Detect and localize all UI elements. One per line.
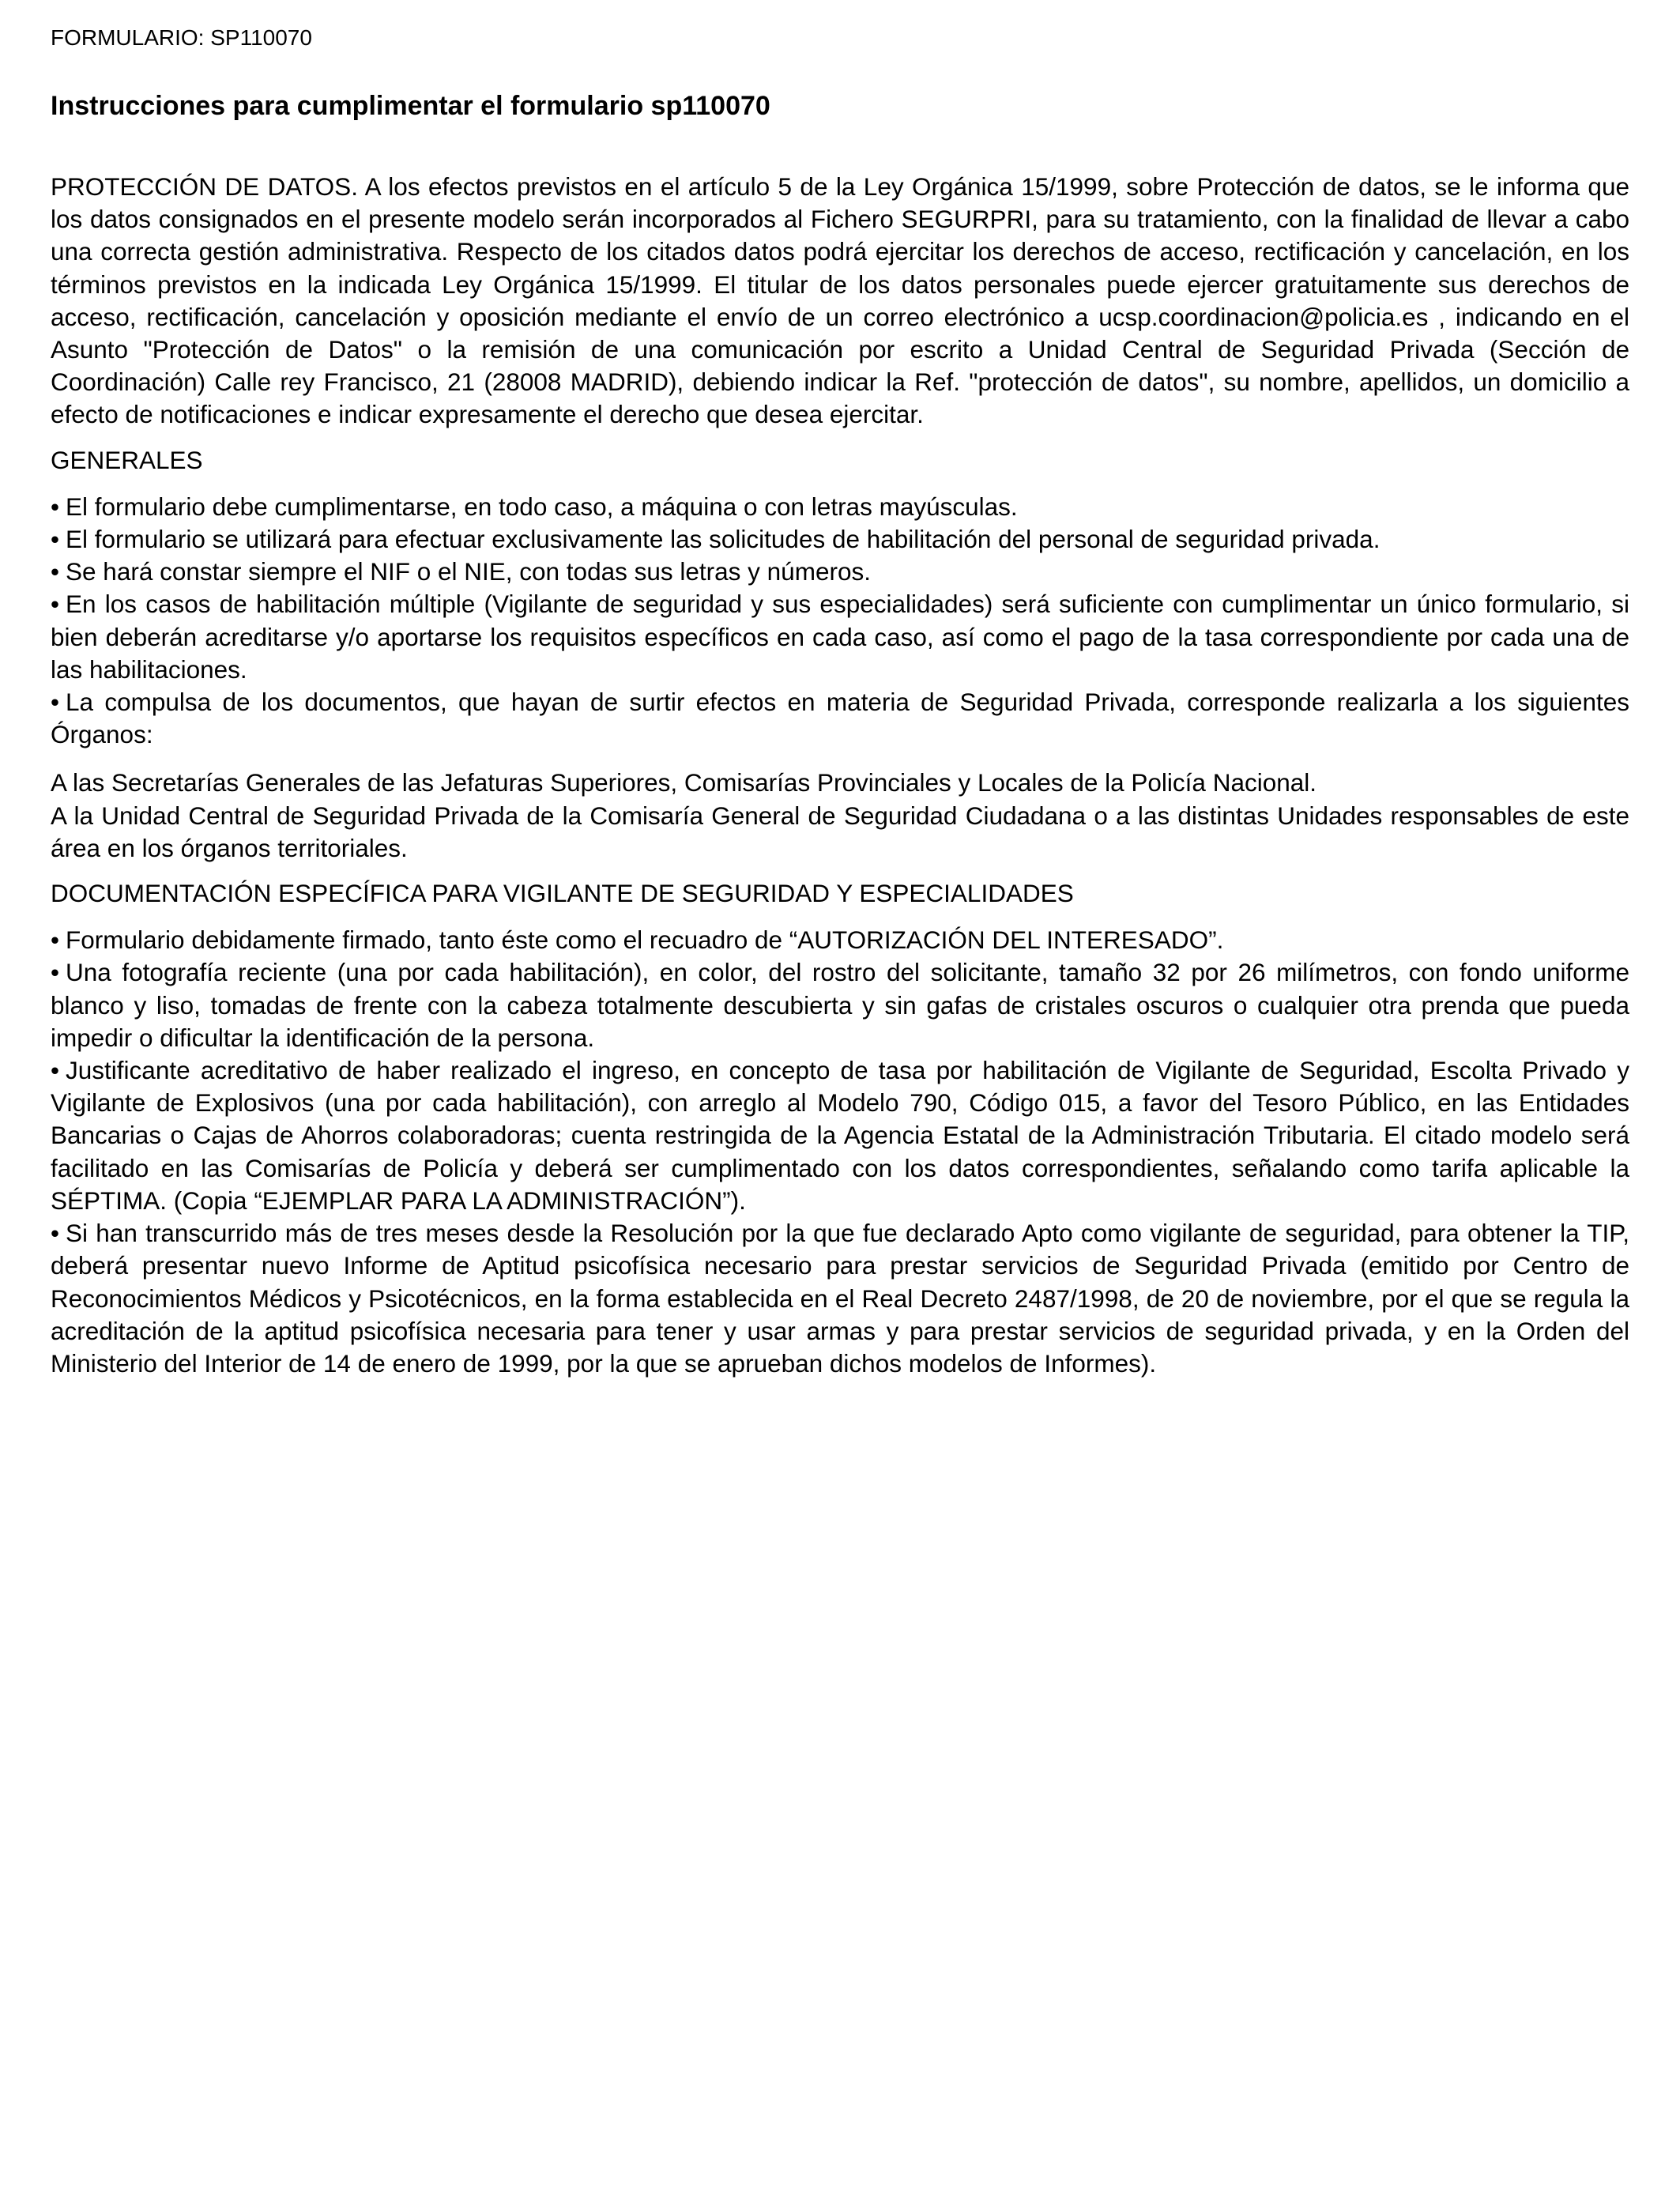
- organ-entry: A la Unidad Central de Seguridad Privada de la Comisaría General de Seguridad Ciudadana o a las distintas Unidades responsables de este área en los órganos territoriales.: [51, 801, 1629, 862]
- generales-item-text: En los casos de habilitación múltiple (Vigilante de seguridad y sus especialidades) será suficiente con cumplimentar un único formulario, si bien deberán acreditarse y/o aportarse los requisitos específicos en cada caso, así como el pago de la tasa correspondiente por cada una de las habilitaciones.: [51, 590, 1629, 684]
- documentacion-item: [51, 956, 1629, 1054]
- documentacion-item: [51, 1217, 1629, 1380]
- bullet-icon: •: [51, 1056, 60, 1085]
- documentacion-item-text: Una fotografía reciente (una por cada habilitación), en color, del rostro del solicitante, tamaño 32 por 26 milímetros, con fondo uniforme blanco y liso, tomadas de frente con la cabeza totalmente descubierta y sin gafas de cristales oscuros o cualquier otra prenda que pueda impedir o dificultar la identificación de la persona.: [51, 958, 1629, 1052]
- documentacion-item: [51, 1054, 1629, 1217]
- generales-item: [51, 491, 1629, 523]
- document-page: [51, 22, 1629, 1380]
- bullet-icon: •: [51, 958, 60, 987]
- generales-item-text: El formulario se utilizará para efectuar exclusivamente las solicitudes de habilitación del personal de seguridad privada.: [66, 525, 1381, 554]
- documentacion-item: [51, 924, 1629, 956]
- bullet-icon: •: [51, 688, 60, 717]
- organ-entry: A las Secretarías Generales de las Jefaturas Superiores, Comisarías Provinciales y Locales de la Policía Nacional.: [51, 768, 1317, 797]
- documentacion-list: [51, 924, 1629, 1380]
- privacy-paragraph: PROTECCIÓN DE DATOS. A los efectos previstos en el artículo 5 de la Ley Orgánica 15/1999, sobre Protección de datos, se le informa que los datos consignados en el presente modelo serán incorporados al Fichero SEGURPRI, para su tratamiento, con la finalidad de llevar a cabo una correcta gestión administrativa. Respecto de los citados datos podrá ejercitar los derechos de acceso, rectificación y cancelación, en los términos previstos en la indicada Ley Orgánica 15/1999. El titular de los datos personales puede ejercer gratuitamente sus derechos de acceso, rectificación, cancelación y oposición mediante el envío de un correo electrónico a ucsp.coordinacion@policia.es , indicando en el Asunto "Protección de Datos" o la remisión de una comunicación por escrito a Unidad Central de Seguridad Privada (Sección de Coordinación) Calle rey Francisco, 21 (28008 MADRID), debiendo indicar la Ref. "protección de datos", su nombre, apellidos, un domicilio a efecto de notificaciones e indicar expresamente el derecho que desea ejercitar.: [51, 172, 1629, 429]
- compulsa-organs: [51, 767, 1629, 865]
- generales-item: [51, 556, 1629, 588]
- generales-item-text: La compulsa de los documentos, que hayan de surtir efectos en materia de Seguridad Privada, corresponde realizarla a los siguientes Órganos:: [51, 688, 1629, 749]
- generales-item: [51, 588, 1629, 686]
- generales-item-text: El formulario debe cumplimentarse, en todo caso, a máquina o con letras mayúsculas.: [66, 492, 1018, 521]
- generales-item: [51, 523, 1629, 556]
- documentacion-heading: DOCUMENTACIÓN ESPECÍFICA PARA VIGILANTE DE SEGURIDAD Y ESPECIALIDADES: [51, 879, 1074, 908]
- generales-item-text: Se hará constar siempre el NIF o el NIE, con todas sus letras y números.: [66, 557, 871, 586]
- bullet-icon: •: [51, 525, 60, 554]
- bullet-icon: •: [51, 925, 60, 955]
- generales-heading: GENERALES: [51, 445, 203, 474]
- form-code: FORMULARIO: SP110070: [51, 25, 312, 50]
- bullet-icon: •: [51, 557, 60, 586]
- generales-list: [51, 491, 1629, 752]
- generales-item: [51, 686, 1629, 751]
- bullet-icon: •: [51, 492, 60, 521]
- documentacion-item-text: Si han transcurrido más de tres meses desde la Resolución por la que fue declarado Apto como vigilante de seguridad, para obtener la TIP, deberá presentar nuevo Informe de Aptitud psicofísica necesario para prestar servicios de Seguridad Privada (emitido por Centro de Reconocimientos Médicos y Psicotécnicos, en la forma establecida en el Real Decreto 2487/1998, de 20 de noviembre, por el que se regula la acreditación de la aptitud psicofísica necesaria para tener y usar armas y para prestar servicios de seguridad privada, y en la Orden del Ministerio del Interior de 14 de enero de 1999, por la que se aprueban dichos modelos de Informes).: [51, 1219, 1629, 1378]
- document-title: Instrucciones para cumplimentar el formulario sp110070: [51, 91, 770, 121]
- bullet-icon: •: [51, 1219, 60, 1248]
- bullet-icon: •: [51, 590, 60, 619]
- documentacion-item-text: Justificante acreditativo de haber realizado el ingreso, en concepto de tasa por habilitación de Vigilante de Seguridad, Escolta Privado y Vigilante de Explosivos (una por cada habilitación), con arreglo al Modelo 790, Código 015, a favor del Tesoro Público, en las Entidades Bancarias o Cajas de Ahorros colaboradoras; cuenta restringida de la Agencia Estatal de la Administración Tributaria. El citado modelo será facilitado en las Comisarías de Policía y deberá ser cumplimentado con los datos correspondientes, señalando como tarifa aplicable la SÉPTIMA. (Copia “EJEMPLAR PARA LA ADMINISTRACIÓN”).: [51, 1056, 1629, 1215]
- documentacion-item-text: Formulario debidamente firmado, tanto éste como el recuadro de “AUTORIZACIÓN DEL INTERESADO”.: [66, 925, 1224, 955]
